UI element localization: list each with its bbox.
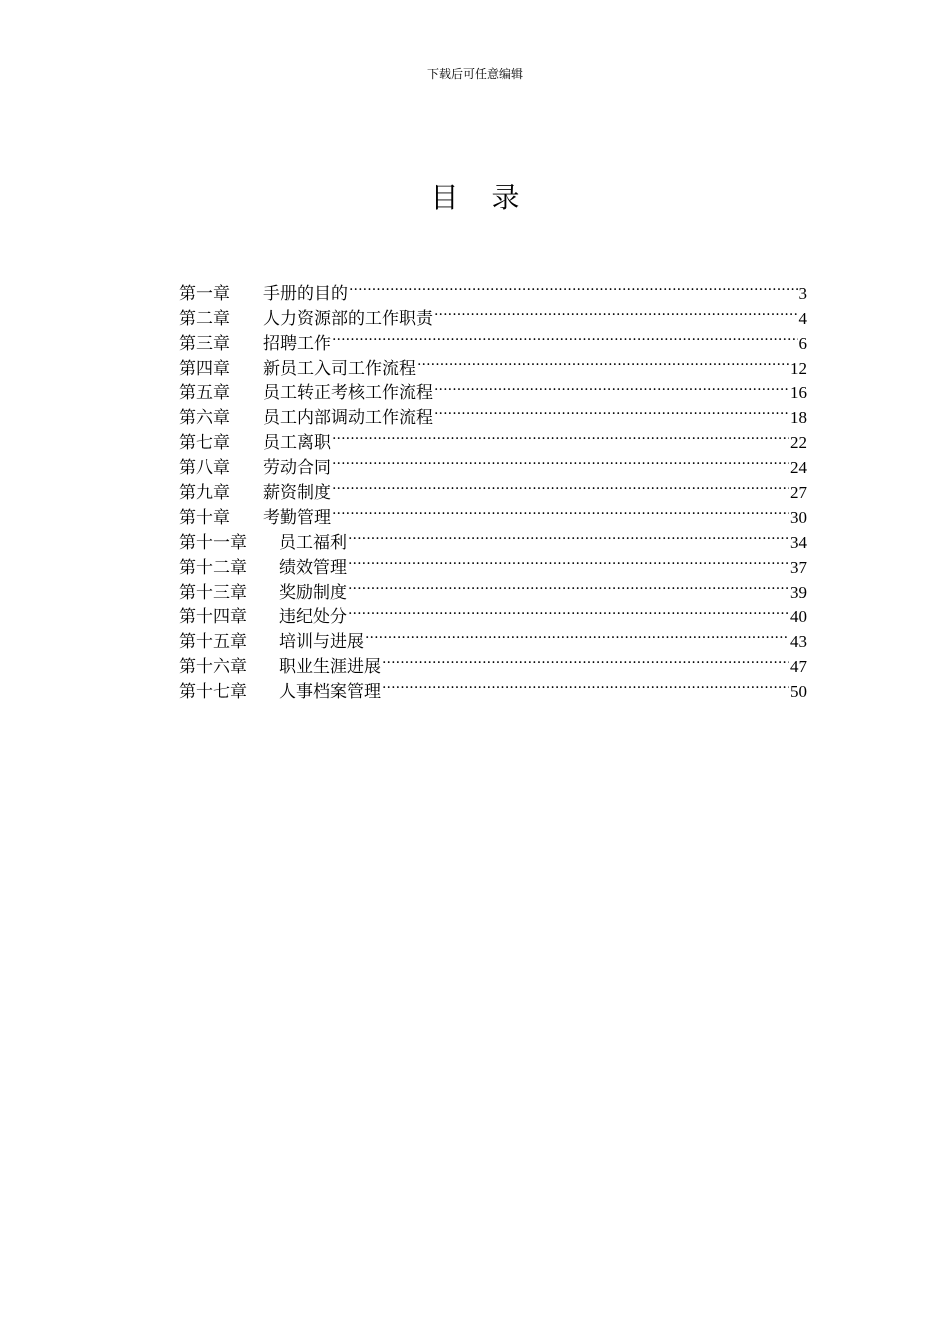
toc-page-number: 37: [790, 557, 807, 577]
toc-chapter-title: 绩效管理: [279, 557, 347, 578]
toc-dot-leader: [417, 349, 789, 374]
toc-chapter-number: 第十七章: [179, 682, 247, 703]
toc-chapter-title: 薪资制度: [263, 483, 331, 504]
toc-chapter-title: 新员工入司工作流程: [263, 358, 416, 379]
toc-page-number: 43: [790, 632, 807, 652]
toc-dot-leader: [348, 573, 789, 598]
toc-chapter-title: 违纪处分: [279, 607, 347, 628]
toc-chapter-number: 第九章: [179, 483, 230, 504]
toc-page-number: 50: [790, 682, 807, 702]
toc-chapter-number: 第十六章: [179, 657, 247, 678]
toc-chapter-title: 员工离职: [263, 433, 331, 454]
toc-chapter-number: 第二章: [179, 308, 230, 329]
toc-page-number: 18: [790, 408, 807, 428]
toc-chapter-title: 劳动合同: [263, 458, 331, 479]
toc-title: 目 录: [430, 181, 532, 214]
toc-chapter-number: 第十一章: [179, 532, 247, 553]
toc-page-number: 34: [790, 532, 807, 552]
toc-dot-leader: [434, 299, 798, 324]
toc-chapter-number: 第七章: [179, 433, 230, 454]
toc-page-number: 27: [790, 483, 807, 503]
toc-chapter-number: 第四章: [179, 358, 230, 379]
toc-dot-leader: [348, 598, 789, 623]
toc-dot-leader: [382, 672, 789, 697]
toc-dot-leader: [365, 622, 789, 647]
toc-dot-leader: [434, 398, 789, 423]
toc-page-number: 12: [790, 358, 807, 378]
toc-chapter-number: 第一章: [179, 283, 230, 304]
toc-dot-leader: [434, 374, 789, 399]
toc-chapter-number: 第十二章: [179, 557, 247, 578]
toc-dot-leader: [382, 647, 789, 672]
toc-dot-leader: [349, 274, 798, 299]
toc-page-number: 24: [790, 458, 807, 478]
toc-dot-leader: [332, 498, 789, 523]
toc-chapter-title: 员工转正考核工作流程: [263, 383, 433, 404]
toc-chapter-number: 第十三章: [179, 582, 247, 603]
toc-page-number: 3: [798, 283, 807, 303]
toc-dot-leader: [348, 523, 789, 548]
toc-chapter-title: 人力资源部的工作职责: [263, 308, 433, 329]
toc-chapter-title: 员工内部调动工作流程: [263, 408, 433, 429]
toc-chapter-title: 人事档案管理: [279, 682, 381, 703]
toc-chapter-title: 职业生涯进展: [279, 657, 381, 678]
toc-page-number: 16: [790, 383, 807, 403]
toc-page-number: 39: [790, 582, 807, 602]
toc-entry[interactable]: [179, 274, 807, 304]
toc-page-number: 6: [798, 333, 807, 353]
toc-chapter-number: 第六章: [179, 408, 230, 429]
toc-chapter-title: 员工福利: [279, 532, 347, 553]
toc-dot-leader: [332, 448, 789, 473]
toc-page-number: 22: [790, 433, 807, 453]
toc-page-number: 40: [790, 607, 807, 627]
toc-dot-leader: [348, 548, 789, 573]
toc-chapter-number: 第十四章: [179, 607, 247, 628]
toc-chapter-title: 考勤管理: [263, 507, 331, 528]
toc-chapter-title: 招聘工作: [263, 333, 331, 354]
toc-chapter-title: 手册的目的: [263, 283, 348, 304]
toc-chapter-number: 第五章: [179, 383, 230, 404]
toc-chapter-number: 第十五章: [179, 632, 247, 653]
page-header: 下载后可任意编辑: [426, 67, 523, 81]
toc-chapter-number: 第三章: [179, 333, 230, 354]
toc-chapter-number: 第十章: [179, 507, 230, 528]
table-of-contents: [179, 274, 807, 703]
toc-chapter-title: 培训与进展: [279, 632, 364, 653]
toc-dot-leader: [332, 324, 798, 349]
toc-chapter-number: 第八章: [179, 458, 230, 479]
toc-dot-leader: [332, 473, 789, 498]
toc-page-number: 30: [790, 507, 807, 527]
toc-chapter-title: 奖励制度: [279, 582, 347, 603]
toc-dot-leader: [332, 423, 789, 448]
toc-page-number: 4: [798, 308, 807, 328]
toc-page-number: 47: [790, 657, 807, 677]
